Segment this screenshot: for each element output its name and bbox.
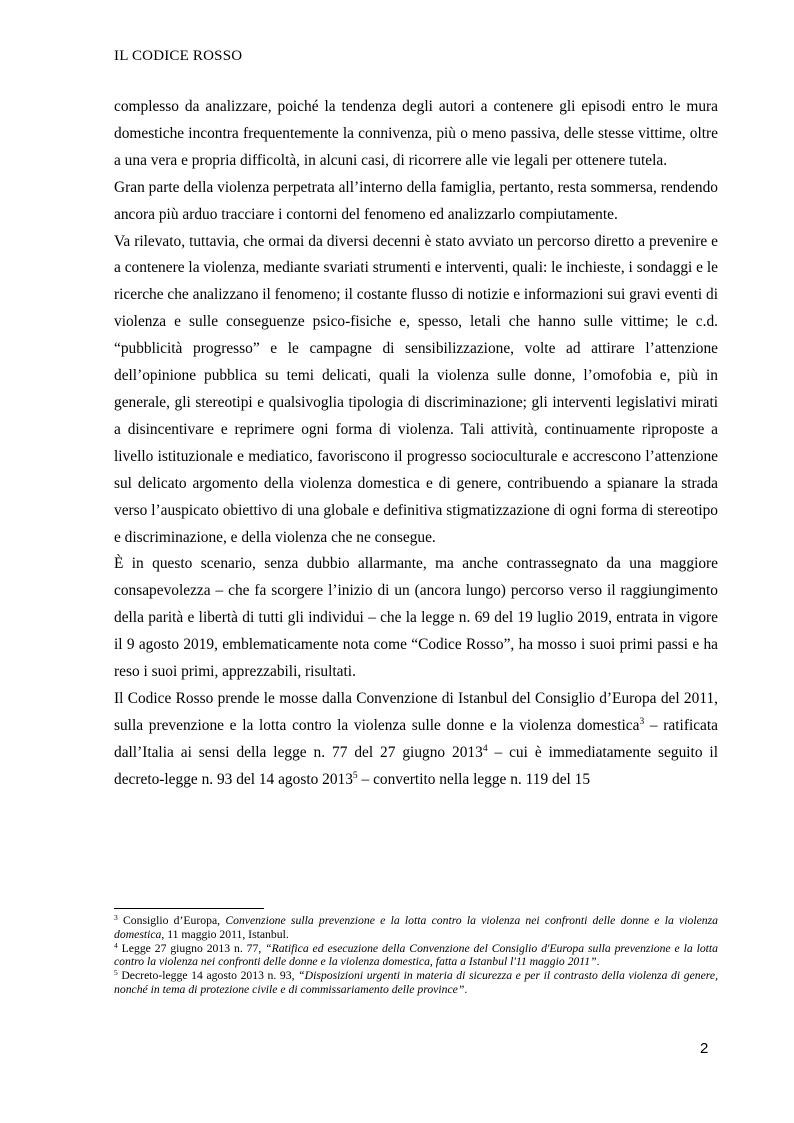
- footnote: [114, 914, 718, 942]
- paragraph-text: – ratificata dall’Italia ai sensi della legge n. 77 del 27 giugno 2013: [114, 716, 718, 761]
- footnote-tail: .: [464, 982, 468, 996]
- paragraph: È in questo scenario, senza dubbio allarmante, ma anche contrassegnato da una maggiore consapevolezza – che fa scorgere l’inizio di un (ancora lungo) percorso verso il raggiungimento della parità e libertà di tutti gli individui – che la legge n. 69 del 19 luglio 2019, entrata in vigore il 9 agosto 2019, emblematicamente nota come “Codice Rosso”, ha mosso i suoi primi passi e ha reso i suoi primi, apprezzabili, risultati.: [114, 555, 718, 681]
- footnote: [114, 942, 718, 970]
- footnote-separator: [114, 908, 264, 909]
- footnote-number: 5: [114, 968, 118, 978]
- footnote-ref[interactable]: 4: [482, 743, 488, 754]
- running-header: IL CODICE ROSSO: [114, 48, 243, 64]
- footnote-title: “Disposizioni urgenti in materia di sicurezza e per il contrasto della violenza di genere, nonché in tema di protezione civile e di commissariamento delle province”: [114, 969, 719, 996]
- paragraph: complesso da analizzare, poiché la tendenza degli autori a contenere gli episodi entro le mura domestiche incontra frequentemente la connivenza, più o meno passiva, delle stesse vittime, oltre a una vera e propria difficoltà, in alcuni casi, di ricorrere alle vie legali per ottenere tutela.: [114, 98, 718, 169]
- paragraph-text: – convertito nella legge n. 119 del 15: [357, 770, 591, 788]
- footnote-lead: Consiglio d’Europa,: [122, 914, 226, 927]
- footnote-number: 3: [114, 913, 118, 922]
- paragraph: Gran parte della violenza perpetrata all’interno della famiglia, pertanto, resta sommersa, rendendo ancora più arduo tracciare i contorni del fenomeno ed analizzarlo compiutamente.: [114, 178, 718, 223]
- page-number: 2: [700, 1040, 709, 1057]
- footnote-lead: Legge 27 giugno 2013 n. 77,: [121, 941, 266, 955]
- paragraph: Va rilevato, tuttavia, che ormai da diversi decenni è stato avviato un percorso diretto a prevenire e a contenere la violenza, mediante svariati strumenti e interventi, quali: le inchieste, i sondaggi e le ricerche che analizzano il fenomeno; il costante flusso di notizie e informazioni sui gravi eventi di violenza e sulle conseguenze psico-fisiche e, spesso, letali che hanno sulle vittime; le c.d. “pubblicità progresso” e le campagne di sensibilizzazione, volte ad attirare l’attenzione dell’opinione pubblica su temi delicati, quali la violenza sulle donne, l’omofobia e, più in generale, gli stereotipi e qualsivoglia tipologia di discriminazione; gli interventi legislativi mirati a disincentivare e reprimere ogni forma di violenza. Tali attività, continuamente riproposte a livello istituzionale e mediatico, favoriscono il progresso socioculturale e accrescono l’attenzione sul delicato argomento della violenza domestica e di genere, contribuendo a spianare la strada verso l’auspicato obiettivo di una globale e definitiva stigmatizzazione di ogni forma di stereotipo e discriminazione, e della violenza che ne consegue.: [114, 232, 718, 546]
- footnote-title: “Ratifica ed esecuzione della Convenzione del Consiglio d'Europa sulla prevenzione e la lotta contro la violenza nei confronti delle donne e la violenza domestica, fatta a Istanbul l'11 maggio 2011”: [114, 941, 719, 969]
- paragraph-text: – cui è immediatamente seguito il decreto-legge n. 93 del 14 agosto 2013: [114, 743, 718, 788]
- footnote-number: 4: [114, 940, 118, 950]
- footnote-lead: Decreto-legge 14 agosto 2013 n. 93,: [121, 969, 299, 983]
- footnote-ref[interactable]: 5: [352, 770, 358, 781]
- footnote-tail: .: [596, 955, 600, 969]
- body-text: [114, 94, 718, 794]
- footnote: [114, 969, 718, 997]
- footnote-ref[interactable]: 3: [639, 716, 645, 727]
- footnotes: [114, 914, 718, 997]
- paragraph-text: Il Codice Rosso prende le mosse dalla Convenzione di Istanbul del Consiglio d’Europa del 2011, sulla prevenzione e la lotta contro la violenza sulle donne e la violenza domestica: [114, 689, 718, 734]
- footnote-tail: , 11 maggio 2011, Istanbul.: [161, 927, 289, 941]
- paragraph: [114, 686, 718, 794]
- footnote-title: Convenzione sulla prevenzione e la lotta contro la violenza nei confronti delle donne e la violenza domestica: [114, 914, 718, 941]
